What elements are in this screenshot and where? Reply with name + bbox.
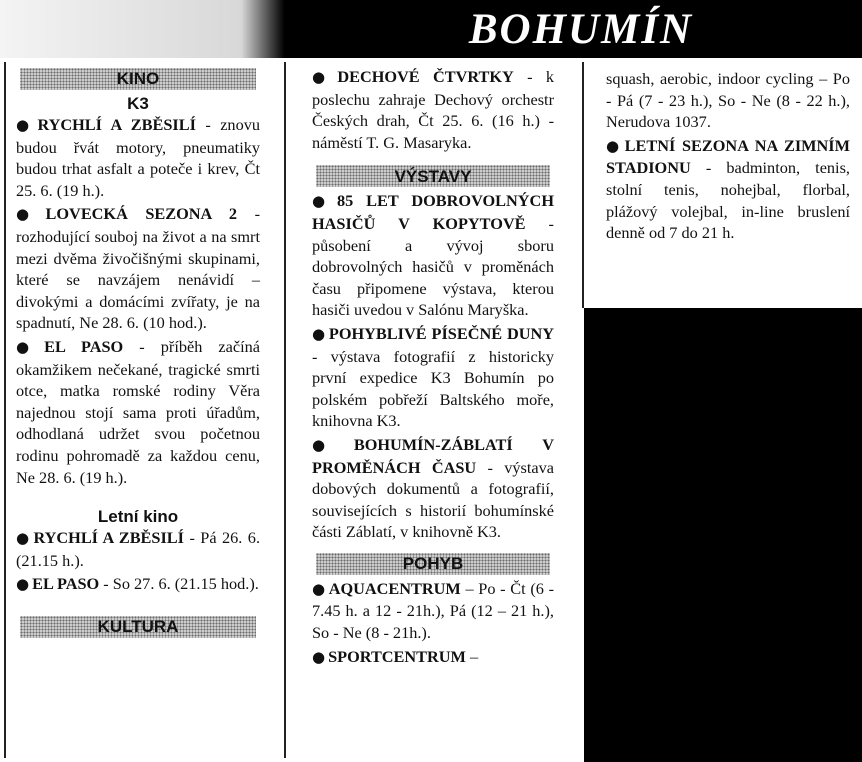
listing-text: – Po - Čt (6 - 7.45 h. a 12 - 21h.), Pá (12 – 21 h.), So - Ne (8 - 21h.). (312, 578, 554, 643)
listing-title: LOVECKÁ SEZONA 2 (45, 204, 238, 224)
listing-item (606, 135, 850, 244)
listing-text: - So 27. 6. (21.15 hod.). (99, 574, 259, 594)
listing-text: - znovu budou řvát motory, pneumatiky budou trhat asfalt a poteče i krev, Čt 25. 6. (19 h.). (16, 115, 260, 200)
listing-text: - k poslechu zahraje Dechový orchestr Českých drah, Čt 25. 6. (16 h.) - náměstí T. G. Masaryka. (312, 67, 555, 152)
listing-title: BOHUMÍN-ZÁBLATÍ V PROMĚNÁCH ČASU (312, 434, 554, 477)
listing-title: 85 LET DOBROVOLNÝCH HASIČŮ V KOPYTOVĚ (312, 191, 554, 233)
listing-title: SPORTCENTRUM (328, 646, 466, 666)
listing-item (312, 190, 554, 321)
column-rule (582, 62, 584, 308)
listing-item (16, 573, 260, 596)
column-kino (16, 66, 260, 641)
column-rule (4, 62, 6, 758)
listing-item (312, 578, 554, 644)
listing-title: EL PASO (44, 336, 124, 356)
section-heading-kultura: KULTURA (20, 616, 256, 638)
section-heading-pohyb: POHYB (316, 553, 550, 575)
bullet-icon: ● (16, 575, 30, 594)
listing-item (312, 66, 554, 153)
listing-title: EL PASO (32, 574, 100, 594)
listing-title: AQUACENTRUM (328, 578, 461, 598)
bullet-icon: ● (312, 435, 351, 454)
listing-text: - badminton, tenis, stolní tenis, nohejbal, florbal, plážový volejbal, in-line bruslení denně od 7 do 21 h. (606, 158, 850, 243)
listing-item (312, 434, 554, 543)
column-pohyb-continued (606, 68, 850, 246)
listing-text: - výstava fotografií z historicky první expedice K3 Bohumín po polském pobřeží Baltského moře, knihovna K3. (312, 346, 554, 431)
bullet-icon: ● (16, 529, 31, 548)
listing-item (16, 336, 260, 488)
listing-text: - výstava dobových dokumentů a fotografií, souvisejících s historií bohumínské části Záblatí, v knihovně K3. (312, 457, 554, 542)
masthead (0, 0, 862, 58)
listing-title: RYCHLÍ A ZBĚSILÍ (37, 115, 196, 134)
section-heading-vystavy: VÝSTAVY (316, 165, 550, 187)
column-rule (284, 62, 286, 758)
listing-item (16, 527, 260, 571)
listing-title: LETNÍ SEZONA NA ZIMNÍM STADIONU (606, 135, 850, 178)
section-heading-kino: KINO (20, 68, 256, 90)
continued-text: squash, aerobic, indoor cycling – Po - Pá (7 - 23 h.), So - Ne (8 - 22 h.), Nerudova 1037. (606, 69, 850, 132)
listing-text: - působení a vývoj sboru dobrovolných hasičů v proměnách času připomene výstava, kterou hasiči uvedou v Salónu Maryška. (312, 213, 554, 320)
listing-text: - příběh začíná okamžikem nečekané, tragické smrti otce, matka romské rodiny Věra najednou stojí sama proti úřadům, odhodlaná udržet svou početnou rodinu pohromadě za každou cenu, Ne 28. 6. (19 h.). (16, 336, 260, 487)
venue-heading: K3 (127, 94, 149, 113)
column-vystavy (312, 66, 554, 670)
bullet-icon: ● (312, 324, 326, 343)
listing-title: POHYBLIVÉ PÍSEČNÉ DUNY (328, 323, 554, 343)
listing-item (312, 646, 554, 669)
bullet-icon: ● (16, 337, 42, 356)
listing-text: – (465, 646, 479, 666)
bullet-icon: ● (312, 68, 335, 86)
bullet-icon: ● (606, 136, 622, 155)
listing-title: RYCHLÍ A ZBĚSILÍ (33, 528, 185, 548)
masthead-title: BOHUMÍN (468, 5, 694, 53)
bullet-icon: ● (312, 192, 334, 211)
bullet-icon: ● (16, 116, 35, 134)
listing-text: - rozhodující souboj na život a na smrt mezi dvěma živočišnými skupinami, které se navzájem nenávidí – divokými a domácími zvířaty, je na spadnutí, Ne 28. 6. (10 hod.). (16, 204, 260, 333)
listing-text: - Pá 26. 6. (21.15 h.). (16, 528, 261, 570)
listing-item (312, 323, 554, 432)
listing-item (16, 114, 260, 201)
spacer (16, 490, 260, 506)
subsection-heading-letni-kino: Letní kino (97, 507, 179, 527)
listing-item (16, 203, 260, 334)
bullet-icon: ● (312, 647, 326, 666)
bullet-icon: ● (16, 205, 43, 224)
bullet-icon: ● (312, 579, 326, 598)
spacer (16, 598, 260, 614)
listing-title: DECHOVÉ ČTVRTKY (337, 67, 514, 86)
blank-ad-area (584, 308, 862, 762)
